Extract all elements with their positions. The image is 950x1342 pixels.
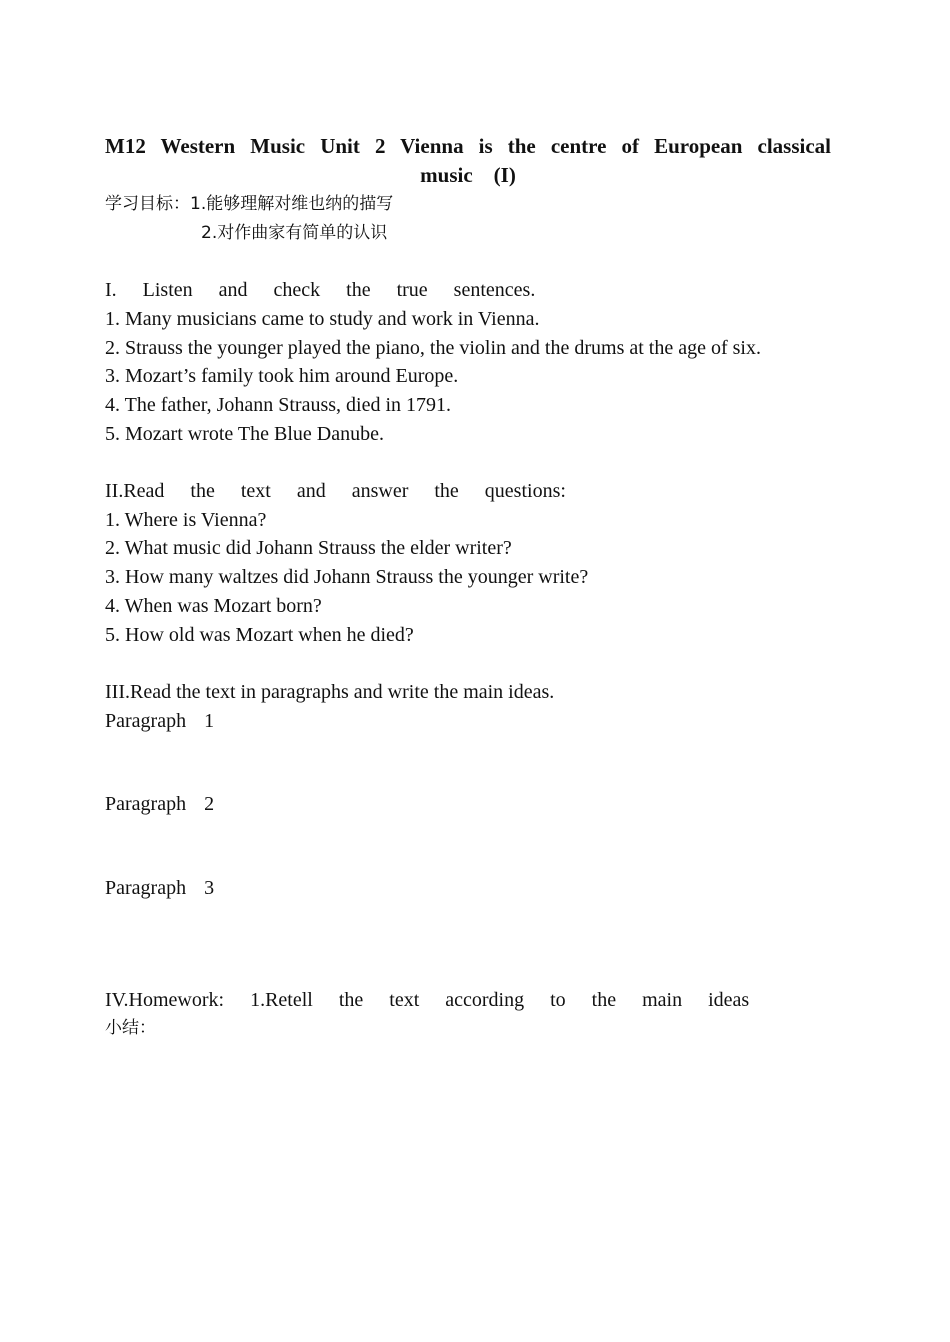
spacer [105, 649, 831, 678]
section-2-heading: II.Read the text and answer the questions: [105, 480, 566, 502]
section-1-item: 3. Mozart’s family took him around Europe. [105, 365, 459, 388]
paragraph-1-label: Paragraph 1 [105, 709, 215, 732]
section-2-question: 4. When was Mozart born? [105, 594, 322, 617]
spacer [105, 448, 831, 477]
worksheet-title: M12 Western Music Unit 2 Vienna is the centre of European classical music (I) [105, 134, 831, 187]
section-2-question: 3. How many waltzes did Johann Strauss the younger write? [105, 566, 589, 589]
summary-label: 小结： [105, 1018, 156, 1039]
spacer [105, 247, 831, 276]
answer-space-3 [105, 903, 831, 986]
section-1-item: 2. Strauss the younger played the piano, the violin and the drums at the age of six. [105, 336, 761, 359]
section-1-item: 5. Mozart wrote The Blue Danube. [105, 422, 384, 445]
objective-item-1: 1.能够理解对维也纳的描写 [190, 194, 394, 214]
learning-objectives [105, 190, 831, 219]
section-2-question: 5. How old was Mozart when he died? [105, 623, 414, 646]
answer-space-2 [105, 819, 831, 874]
answer-space-1 [105, 735, 831, 790]
section-3-heading: III.Read the text in paragraphs and write the main ideas. [105, 680, 555, 703]
objectives-label: 学习目标： [105, 194, 190, 214]
worksheet-page [105, 132, 831, 1043]
section-1-heading: I. Listen and check the true sentences. [105, 279, 536, 302]
section-4-homework: IV.Homework: 1.Retell the text according to the main ideas [105, 988, 750, 1011]
section-2-question: 2. What music did Johann Strauss the elder writer? [105, 537, 512, 560]
section-1-item: 1. Many musicians came to study and work in Vienna. [105, 307, 540, 330]
objective-item-2: 2.对作曲家有简单的认识 [201, 222, 388, 243]
section-2-question: 1. Where is Vienna? [105, 508, 267, 531]
paragraph-3-label: Paragraph 3 [105, 877, 215, 900]
section-1-item: 4. The father, Johann Strauss, died in 1791. [105, 393, 451, 416]
paragraph-2-label: Paragraph 2 [105, 793, 215, 816]
